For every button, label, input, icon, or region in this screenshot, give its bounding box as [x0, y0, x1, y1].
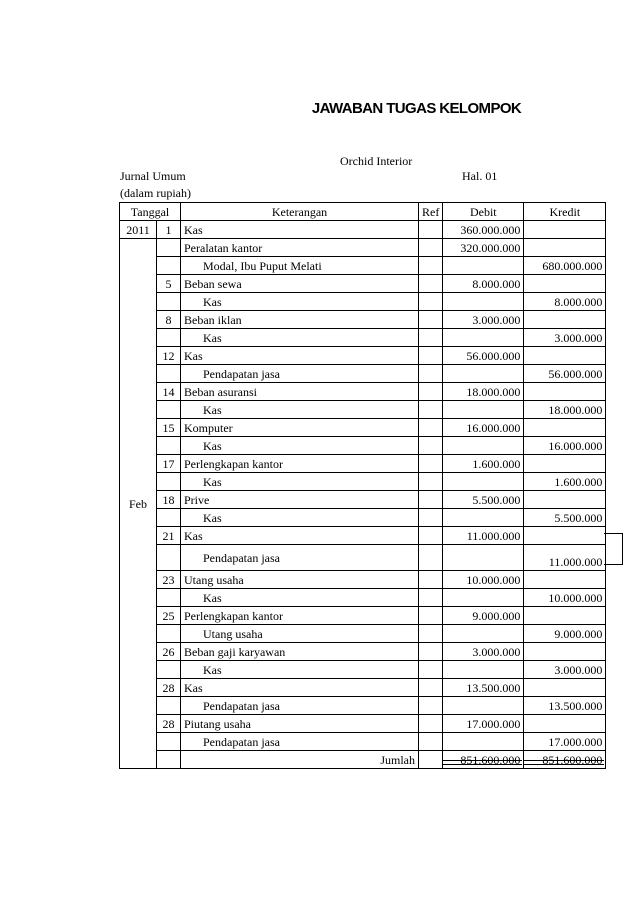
debit-cell: 3.000.000: [443, 311, 524, 329]
description-cell: Kas: [181, 589, 419, 607]
description-cell: Kas: [181, 401, 419, 419]
day-cell: [157, 473, 181, 491]
table-row: [120, 365, 606, 383]
description-cell: Pendapatan jasa: [181, 733, 419, 751]
debit-cell: 3.000.000: [443, 643, 524, 661]
total-ref-cell: [419, 751, 443, 769]
day-cell: 28: [157, 715, 181, 733]
description-cell: Piutang usaha: [181, 715, 419, 733]
ref-cell: [419, 365, 443, 383]
day-cell: [157, 545, 181, 571]
day-cell: 21: [157, 527, 181, 545]
day-cell: 15: [157, 419, 181, 437]
header-ref: Ref: [419, 203, 443, 221]
debit-cell: [443, 329, 524, 347]
ref-cell: [419, 437, 443, 455]
table-row: [120, 545, 606, 571]
table-row: [120, 527, 606, 545]
kredit-cell: 3.000.000: [524, 329, 606, 347]
description-cell: Kas: [181, 679, 419, 697]
debit-cell: [443, 437, 524, 455]
journal-table: [119, 202, 606, 769]
day-cell: [157, 329, 181, 347]
description-cell: Kas: [181, 329, 419, 347]
ref-cell: [419, 697, 443, 715]
table-row: [120, 697, 606, 715]
month-cell: Feb: [120, 239, 157, 769]
description-cell: Kas: [181, 437, 419, 455]
day-cell: [157, 509, 181, 527]
description-cell: Beban iklan: [181, 311, 419, 329]
kredit-cell: 10.000.000: [524, 589, 606, 607]
day-cell: [157, 661, 181, 679]
table-row: [120, 491, 606, 509]
kredit-cell: [524, 419, 606, 437]
ref-cell: [419, 473, 443, 491]
table-row: [120, 221, 606, 239]
description-cell: Pendapatan jasa: [181, 365, 419, 383]
kredit-cell: 680.000.000: [524, 257, 606, 275]
description-cell: Beban asuransi: [181, 383, 419, 401]
ref-cell: [419, 545, 443, 571]
kredit-double-underline: [524, 760, 604, 765]
table-row: [120, 571, 606, 589]
header-keterangan: Keterangan: [181, 203, 419, 221]
kredit-cell: [524, 347, 606, 365]
debit-cell: [443, 661, 524, 679]
table-row: [120, 661, 606, 679]
day-cell: 18: [157, 491, 181, 509]
debit-double-underline: [442, 760, 522, 765]
day-cell: 23: [157, 571, 181, 589]
day-cell: [157, 733, 181, 751]
description-cell: Utang usaha: [181, 571, 419, 589]
kredit-cell: 11.000.000: [524, 545, 606, 571]
page-number-label: Hal. 01: [462, 169, 498, 183]
description-cell: Modal, Ibu Puput Melati: [181, 257, 419, 275]
kredit-cell: [524, 571, 606, 589]
description-cell: Peralatan kantor: [181, 239, 419, 257]
ref-cell: [419, 661, 443, 679]
debit-cell: 16.000.000: [443, 419, 524, 437]
debit-cell: 13.500.000: [443, 679, 524, 697]
unit-label: (dalam rupiah): [120, 186, 191, 200]
ref-cell: [419, 419, 443, 437]
day-cell: [157, 401, 181, 419]
debit-cell: 360.000.000: [443, 221, 524, 239]
debit-cell: 56.000.000: [443, 347, 524, 365]
description-cell: Prive: [181, 491, 419, 509]
debit-cell: 11.000.000: [443, 527, 524, 545]
day-cell: [157, 697, 181, 715]
day-cell: [157, 257, 181, 275]
debit-cell: 10.000.000: [443, 571, 524, 589]
table-row: [120, 733, 606, 751]
ref-cell: [419, 643, 443, 661]
day-cell: 25: [157, 607, 181, 625]
debit-cell: 1.600.000: [443, 455, 524, 473]
description-cell: Kas: [181, 347, 419, 365]
day-cell: [157, 437, 181, 455]
debit-cell: 18.000.000: [443, 383, 524, 401]
table-row: [120, 401, 606, 419]
description-cell: Kas: [181, 527, 419, 545]
day-cell: [157, 293, 181, 311]
page-title: JAWABAN TUGAS KELOMPOK: [311, 100, 522, 117]
description-cell: Pendapatan jasa: [181, 545, 419, 571]
kredit-cell: 1.600.000: [524, 473, 606, 491]
debit-cell: [443, 545, 524, 571]
ref-cell: [419, 455, 443, 473]
debit-cell: 17.000.000: [443, 715, 524, 733]
description-cell: Beban gaji karyawan: [181, 643, 419, 661]
cell-overflow-box: [604, 533, 623, 565]
day-cell: 8: [157, 311, 181, 329]
table-row: [120, 293, 606, 311]
kredit-cell: [524, 221, 606, 239]
kredit-cell: [524, 715, 606, 733]
kredit-cell: [524, 455, 606, 473]
ref-cell: [419, 679, 443, 697]
kredit-cell: 18.000.000: [524, 401, 606, 419]
description-cell: Perlengkapan kantor: [181, 607, 419, 625]
ref-cell: [419, 509, 443, 527]
description-cell: Utang usaha: [181, 625, 419, 643]
debit-cell: 5.500.000: [443, 491, 524, 509]
table-row: [120, 473, 606, 491]
ref-cell: [419, 625, 443, 643]
table-row: [120, 239, 606, 257]
ref-cell: [419, 221, 443, 239]
table-row: [120, 257, 606, 275]
kredit-cell: [524, 239, 606, 257]
header-tanggal: Tanggal: [120, 203, 181, 221]
description-cell: Kas: [181, 509, 419, 527]
debit-cell: [443, 401, 524, 419]
ref-cell: [419, 383, 443, 401]
kredit-cell: [524, 275, 606, 293]
ref-cell: [419, 607, 443, 625]
kredit-cell: 8.000.000: [524, 293, 606, 311]
debit-cell: [443, 625, 524, 643]
debit-cell: [443, 509, 524, 527]
ref-cell: [419, 491, 443, 509]
total-label: Jumlah: [181, 751, 419, 769]
description-cell: Kas: [181, 221, 419, 239]
debit-cell: [443, 473, 524, 491]
description-cell: Pendapatan jasa: [181, 697, 419, 715]
kredit-cell: 3.000.000: [524, 661, 606, 679]
kredit-cell: 5.500.000: [524, 509, 606, 527]
ref-cell: [419, 239, 443, 257]
description-cell: Kas: [181, 473, 419, 491]
day-cell: 17: [157, 455, 181, 473]
table-row: [120, 589, 606, 607]
debit-cell: [443, 733, 524, 751]
ref-cell: [419, 527, 443, 545]
debit-cell: [443, 293, 524, 311]
table-row: [120, 275, 606, 293]
description-cell: Beban sewa: [181, 275, 419, 293]
table-row: [120, 509, 606, 527]
ref-cell: [419, 311, 443, 329]
table-row: [120, 625, 606, 643]
debit-cell: [443, 697, 524, 715]
description-cell: Kas: [181, 293, 419, 311]
kredit-cell: 16.000.000: [524, 437, 606, 455]
journal-body: [120, 221, 606, 769]
kredit-cell: [524, 679, 606, 697]
kredit-cell: [524, 311, 606, 329]
day-cell: [157, 589, 181, 607]
total-debit: 851.600.000: [443, 751, 524, 769]
description-cell: Komputer: [181, 419, 419, 437]
header-kredit: Kredit: [524, 203, 606, 221]
day-cell: 5: [157, 275, 181, 293]
header-debit: Debit: [443, 203, 524, 221]
ref-cell: [419, 257, 443, 275]
day-cell: 14: [157, 383, 181, 401]
debit-cell: 8.000.000: [443, 275, 524, 293]
table-row: [120, 643, 606, 661]
kredit-cell: 9.000.000: [524, 625, 606, 643]
day-cell: [157, 365, 181, 383]
ref-cell: [419, 293, 443, 311]
ref-cell: [419, 329, 443, 347]
table-row: [120, 383, 606, 401]
debit-cell: [443, 365, 524, 383]
ref-cell: [419, 401, 443, 419]
table-row: [120, 437, 606, 455]
day-cell: 12: [157, 347, 181, 365]
table-row: [120, 455, 606, 473]
table-row: [120, 607, 606, 625]
table-row: [120, 347, 606, 365]
company-name: Orchid Interior: [340, 154, 413, 168]
total-kredit: 851.600.000: [524, 751, 606, 769]
kredit-cell: [524, 527, 606, 545]
kredit-cell: 13.500.000: [524, 697, 606, 715]
day-cell: 26: [157, 643, 181, 661]
day-cell: 1: [157, 221, 181, 239]
table-row: [120, 679, 606, 697]
debit-cell: [443, 257, 524, 275]
year-cell: 2011: [120, 221, 157, 239]
debit-cell: 9.000.000: [443, 607, 524, 625]
day-cell: 28: [157, 679, 181, 697]
day-cell: [157, 625, 181, 643]
total-day-cell: [157, 751, 181, 769]
ref-cell: [419, 715, 443, 733]
ref-cell: [419, 275, 443, 293]
table-row: [120, 311, 606, 329]
description-cell: Kas: [181, 661, 419, 679]
table-row: [120, 419, 606, 437]
day-cell: [157, 239, 181, 257]
ref-cell: [419, 733, 443, 751]
kredit-cell: [524, 383, 606, 401]
kredit-cell: 17.000.000: [524, 733, 606, 751]
ref-cell: [419, 589, 443, 607]
kredit-cell: [524, 643, 606, 661]
ref-cell: [419, 347, 443, 365]
kredit-cell: [524, 491, 606, 509]
debit-cell: [443, 589, 524, 607]
kredit-cell: 56.000.000: [524, 365, 606, 383]
debit-cell: 320.000.000: [443, 239, 524, 257]
ref-cell: [419, 571, 443, 589]
description-cell: Perlengkapan kantor: [181, 455, 419, 473]
kredit-cell: [524, 607, 606, 625]
table-row: [120, 715, 606, 733]
table-row: [120, 329, 606, 347]
journal-label: Jurnal Umum: [120, 169, 186, 183]
